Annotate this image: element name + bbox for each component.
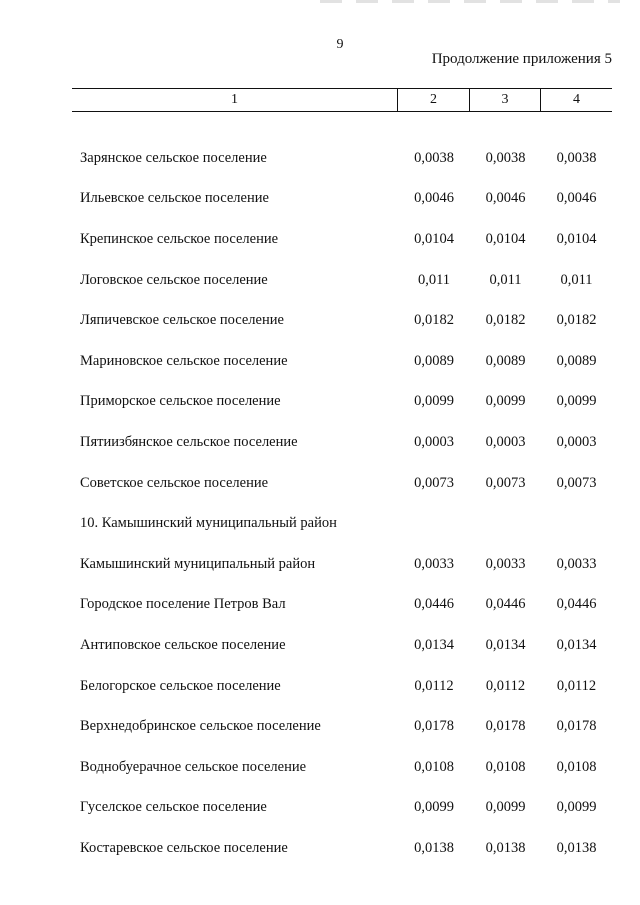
cell-col-4: 0,0099 [556, 799, 597, 816]
cell-col-2: 0,0104 [414, 230, 454, 247]
row-name: Мариновское сельское поселение [80, 352, 288, 369]
cell-col-2: 0,0178 [414, 718, 454, 735]
cell-col-2: 0,0033 [414, 555, 454, 572]
cell-col-4: 0,0089 [556, 352, 597, 369]
cell-col-3: 0,0112 [485, 677, 526, 694]
row-name: 10. Камышинский муниципальный район [80, 515, 337, 532]
table-row [72, 138, 612, 179]
cell-col-2: 0,0099 [414, 799, 454, 816]
table-row [72, 300, 612, 341]
row-name: Зарянское сельское поселение [80, 149, 267, 166]
cell-col-3: 0,0104 [485, 230, 526, 247]
cell-col-2: 0,0038 [414, 149, 454, 166]
header-col-4: 4 [573, 92, 580, 107]
cell-col-2: 0,0099 [414, 393, 454, 410]
header-col-1: 1 [72, 89, 398, 111]
cell-col-4: 0,0138 [556, 839, 597, 856]
header-col-3: 3 [470, 89, 541, 111]
cell-col-3: 0,0003 [485, 433, 526, 450]
cell-col-2: 0,011 [417, 271, 451, 288]
row-name: Ляпичевское сельское поселение [80, 312, 284, 329]
row-name: Камышинский муниципальный район [80, 555, 316, 572]
cell-col-4: 0,0108 [556, 758, 597, 775]
row-name: Крепинское сельское поселение [80, 230, 279, 247]
page-number: 9 [336, 37, 344, 52]
cell-col-4: 0,011 [560, 271, 593, 288]
row-name: Костаревское сельское поселение [80, 839, 288, 856]
row-name: Пятиизбянское сельское поселение [80, 433, 298, 450]
table-row [72, 503, 612, 544]
cell-col-2: 0,0073 [414, 474, 454, 491]
scan-artifact [320, 0, 620, 3]
cell-col-3: 0,011 [489, 271, 522, 288]
row-name: Воднобуерачное сельское поселение [80, 758, 307, 775]
cell-col-3: 0,0038 [485, 149, 526, 166]
table-row [72, 625, 612, 666]
cell-col-4: 0,0104 [556, 230, 597, 247]
cell-col-4: 0,0112 [556, 677, 597, 694]
cell-col-2: 0,0138 [414, 839, 454, 856]
cell-col-4: 0,0073 [556, 474, 597, 491]
table-row [72, 382, 612, 423]
table-row [72, 422, 612, 463]
table-row [72, 544, 612, 585]
table-row [72, 828, 612, 869]
row-name: Белогорское сельское поселение [80, 677, 281, 694]
cell-col-3: 0,0099 [485, 393, 526, 410]
table-row [72, 747, 612, 788]
table-body [72, 138, 612, 869]
cell-col-3: 0,0099 [485, 799, 526, 816]
cell-col-4: 0,0178 [556, 718, 597, 735]
table-row [72, 788, 612, 829]
cell-col-2: 0,0182 [414, 312, 454, 329]
cell-col-3: 0,0073 [485, 474, 526, 491]
table-row [72, 585, 612, 626]
row-name: Приморское сельское поселение [80, 393, 281, 410]
table-row [72, 463, 612, 504]
cell-col-4: 0,0033 [556, 555, 597, 572]
row-name: Гуселское сельское поселение [80, 799, 267, 816]
cell-col-2: 0,0003 [414, 433, 454, 450]
cell-col-2: 0,0446 [414, 596, 454, 613]
row-name: Городское поселение Петров Вал [80, 596, 286, 613]
table-row [72, 666, 612, 707]
cell-col-4: 0,0182 [556, 312, 597, 329]
header-col-2: 2 [398, 89, 470, 111]
cell-col-3: 0,0046 [485, 190, 526, 207]
cell-col-3: 0,0089 [485, 352, 526, 369]
row-name: Ильевское сельское поселение [80, 190, 269, 207]
table-row [72, 179, 612, 220]
table-row [72, 341, 612, 382]
cell-col-2: 0,0134 [414, 636, 454, 653]
cell-col-3: 0,0178 [485, 718, 526, 735]
cell-col-2: 0,0089 [414, 352, 454, 369]
row-name: Советское сельское поселение [80, 474, 269, 491]
row-name: Логовское сельское поселение [80, 271, 268, 288]
table-row [72, 219, 612, 260]
cell-col-2: 0,0108 [414, 758, 454, 775]
cell-col-2: 0,0046 [414, 190, 454, 207]
table-header [72, 88, 612, 112]
table-row [72, 706, 612, 747]
table-row [72, 260, 612, 301]
cell-col-3: 0,0108 [485, 758, 526, 775]
cell-col-4: 0,0099 [556, 393, 597, 410]
cell-col-3: 0,0446 [485, 596, 526, 613]
cell-col-3: 0,0182 [485, 312, 526, 329]
data-table [72, 88, 612, 869]
cell-col-3: 0,0138 [485, 839, 526, 856]
cell-col-4: 0,0046 [556, 190, 597, 207]
cell-col-2: 0,0112 [414, 677, 454, 694]
cell-col-4: 0,0038 [556, 149, 597, 166]
continuation-caption: Продолжение приложения 5 [431, 51, 612, 67]
cell-col-4: 0,0134 [556, 636, 597, 653]
cell-col-4: 0,0446 [556, 596, 597, 613]
cell-col-3: 0,0033 [485, 555, 526, 572]
cell-col-3: 0,0134 [485, 636, 526, 653]
cell-col-4: 0,0003 [556, 433, 597, 450]
row-name: Верхнедобринское сельское поселение [80, 718, 321, 735]
row-name: Антиповское сельское поселение [80, 636, 286, 653]
